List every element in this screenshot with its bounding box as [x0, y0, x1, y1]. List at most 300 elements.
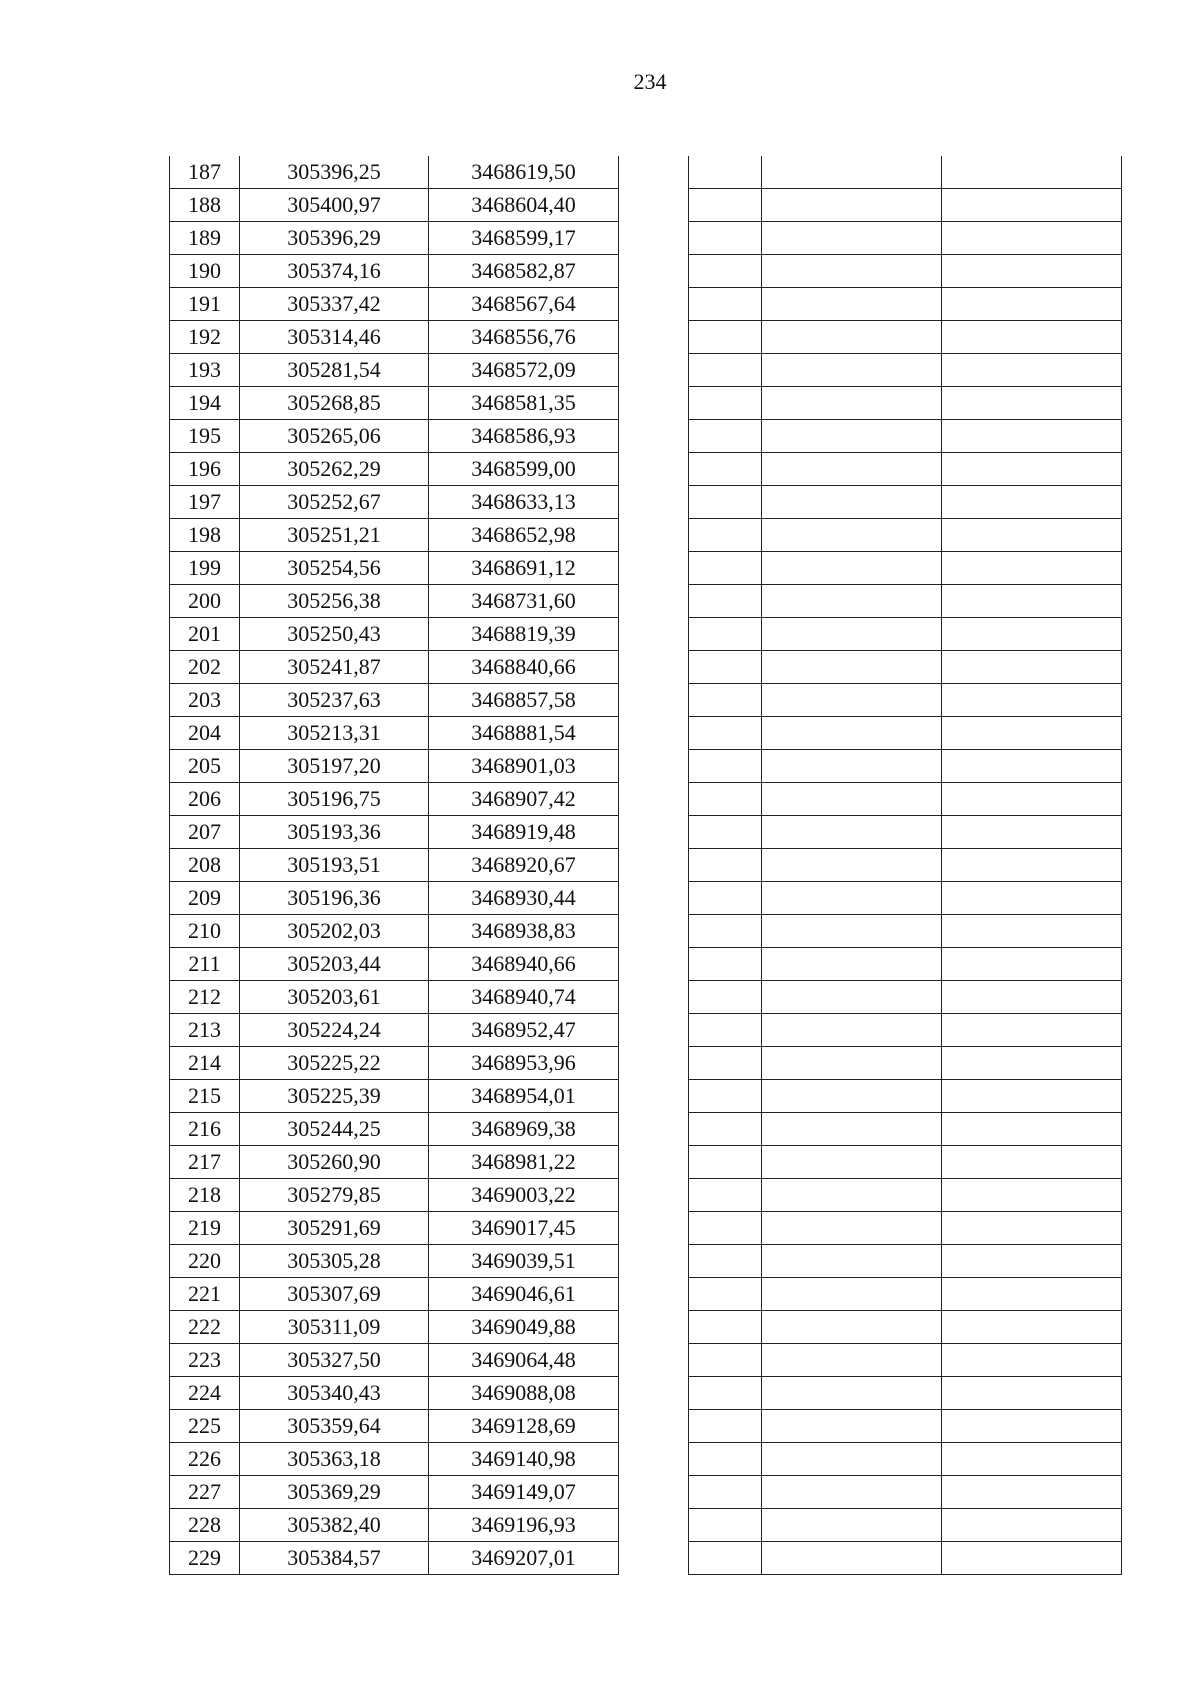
y-coordinate-cell: 3468691,12 — [429, 552, 619, 585]
table-row — [170, 453, 619, 486]
y-coordinate-cell: 3468952,47 — [429, 1014, 619, 1047]
x-coordinate-cell: 305281,54 — [240, 354, 429, 387]
table-row — [689, 1311, 1122, 1344]
y-coordinate-cell — [942, 783, 1122, 816]
table-row — [170, 1047, 619, 1080]
table-row — [689, 1179, 1122, 1212]
y-coordinate-cell: 3468920,67 — [429, 849, 619, 882]
table-row — [170, 1014, 619, 1047]
y-coordinate-cell — [942, 585, 1122, 618]
point-number-cell — [689, 1212, 762, 1245]
x-coordinate-cell: 305256,38 — [240, 585, 429, 618]
point-number-cell — [689, 651, 762, 684]
x-coordinate-cell — [762, 354, 942, 387]
y-coordinate-cell: 3468930,44 — [429, 882, 619, 915]
point-number-cell — [689, 486, 762, 519]
point-number-cell — [689, 354, 762, 387]
y-coordinate-cell — [942, 1410, 1122, 1443]
y-coordinate-cell: 3469064,48 — [429, 1344, 619, 1377]
table-row — [170, 651, 619, 684]
table-row — [689, 717, 1122, 750]
table-row — [170, 717, 619, 750]
x-coordinate-cell: 305340,43 — [240, 1377, 429, 1410]
y-coordinate-cell: 3469003,22 — [429, 1179, 619, 1212]
y-coordinate-cell: 3469149,07 — [429, 1476, 619, 1509]
point-number-cell: 199 — [170, 552, 240, 585]
table-row — [689, 684, 1122, 717]
point-number-cell: 217 — [170, 1146, 240, 1179]
y-coordinate-cell — [942, 354, 1122, 387]
x-coordinate-cell — [762, 222, 942, 255]
y-coordinate-cell: 3469207,01 — [429, 1542, 619, 1575]
x-coordinate-cell: 305291,69 — [240, 1212, 429, 1245]
point-number-cell: 223 — [170, 1344, 240, 1377]
x-coordinate-cell — [762, 519, 942, 552]
point-number-cell: 216 — [170, 1113, 240, 1146]
x-coordinate-cell: 305252,67 — [240, 486, 429, 519]
x-coordinate-cell — [762, 1311, 942, 1344]
point-number-cell: 188 — [170, 189, 240, 222]
point-number-cell: 202 — [170, 651, 240, 684]
x-coordinate-cell: 305193,51 — [240, 849, 429, 882]
y-coordinate-cell — [942, 552, 1122, 585]
point-number-cell — [689, 849, 762, 882]
table-row — [170, 255, 619, 288]
x-coordinate-cell — [762, 387, 942, 420]
y-coordinate-cell: 3468581,35 — [429, 387, 619, 420]
table-row — [170, 1542, 619, 1575]
y-coordinate-cell — [942, 1113, 1122, 1146]
x-coordinate-cell: 305307,69 — [240, 1278, 429, 1311]
x-coordinate-cell — [762, 1344, 942, 1377]
point-number-cell: 210 — [170, 915, 240, 948]
x-coordinate-cell — [762, 1278, 942, 1311]
table-row — [689, 816, 1122, 849]
x-coordinate-cell: 305396,29 — [240, 222, 429, 255]
table-row — [170, 1245, 619, 1278]
x-coordinate-cell — [762, 1047, 942, 1080]
table-row — [170, 1179, 619, 1212]
table-row — [689, 1344, 1122, 1377]
y-coordinate-cell: 3468604,40 — [429, 189, 619, 222]
y-coordinate-cell — [942, 1476, 1122, 1509]
y-coordinate-cell — [942, 618, 1122, 651]
y-coordinate-cell — [942, 684, 1122, 717]
table-row — [689, 1278, 1122, 1311]
table-row — [170, 1080, 619, 1113]
table-row — [689, 585, 1122, 618]
y-coordinate-cell — [942, 1311, 1122, 1344]
table-row — [170, 222, 619, 255]
table-row — [689, 882, 1122, 915]
y-coordinate-cell — [942, 1344, 1122, 1377]
point-number-cell — [689, 1047, 762, 1080]
y-coordinate-cell: 3468652,98 — [429, 519, 619, 552]
x-coordinate-cell: 305268,85 — [240, 387, 429, 420]
table-row — [689, 1542, 1122, 1575]
table-row — [689, 420, 1122, 453]
point-number-cell — [689, 1542, 762, 1575]
table-row — [170, 1443, 619, 1476]
x-coordinate-cell: 305244,25 — [240, 1113, 429, 1146]
table-row — [689, 1113, 1122, 1146]
x-coordinate-cell: 305203,44 — [240, 948, 429, 981]
point-number-cell — [689, 156, 762, 189]
x-coordinate-cell: 305262,29 — [240, 453, 429, 486]
point-number-cell: 205 — [170, 750, 240, 783]
point-number-cell — [689, 585, 762, 618]
y-coordinate-cell: 3468940,74 — [429, 981, 619, 1014]
x-coordinate-cell — [762, 585, 942, 618]
point-number-cell — [689, 1245, 762, 1278]
table-row — [689, 1047, 1122, 1080]
x-coordinate-cell: 305260,90 — [240, 1146, 429, 1179]
x-coordinate-cell — [762, 189, 942, 222]
point-number-cell — [689, 1377, 762, 1410]
point-number-cell — [689, 1509, 762, 1542]
y-coordinate-cell: 3468619,50 — [429, 156, 619, 189]
table-row — [689, 1146, 1122, 1179]
y-coordinate-cell — [942, 849, 1122, 882]
x-coordinate-cell: 305363,18 — [240, 1443, 429, 1476]
y-coordinate-cell: 3468857,58 — [429, 684, 619, 717]
table-row — [170, 585, 619, 618]
table-row — [689, 189, 1122, 222]
x-coordinate-cell — [762, 1443, 942, 1476]
table-row — [689, 1014, 1122, 1047]
x-coordinate-cell: 305250,43 — [240, 618, 429, 651]
table-row — [170, 420, 619, 453]
x-coordinate-cell: 305197,20 — [240, 750, 429, 783]
x-coordinate-cell: 305311,09 — [240, 1311, 429, 1344]
x-coordinate-cell: 305337,42 — [240, 288, 429, 321]
x-coordinate-cell — [762, 882, 942, 915]
point-number-cell: 198 — [170, 519, 240, 552]
y-coordinate-cell: 3469140,98 — [429, 1443, 619, 1476]
table-row — [689, 915, 1122, 948]
y-coordinate-cell: 3468582,87 — [429, 255, 619, 288]
x-coordinate-cell — [762, 1113, 942, 1146]
x-coordinate-cell: 305237,63 — [240, 684, 429, 717]
point-number-cell: 193 — [170, 354, 240, 387]
x-coordinate-cell: 305254,56 — [240, 552, 429, 585]
y-coordinate-cell: 3468907,42 — [429, 783, 619, 816]
table-row — [170, 948, 619, 981]
point-number-cell — [689, 882, 762, 915]
y-coordinate-cell — [942, 1509, 1122, 1542]
point-number-cell — [689, 1179, 762, 1212]
x-coordinate-cell: 305196,75 — [240, 783, 429, 816]
x-coordinate-cell — [762, 1476, 942, 1509]
table-row — [170, 816, 619, 849]
x-coordinate-cell — [762, 750, 942, 783]
y-coordinate-cell — [942, 387, 1122, 420]
point-number-cell — [689, 222, 762, 255]
x-coordinate-cell — [762, 1509, 942, 1542]
point-number-cell — [689, 552, 762, 585]
table-row — [170, 750, 619, 783]
y-coordinate-cell — [942, 1047, 1122, 1080]
point-number-cell: 195 — [170, 420, 240, 453]
point-number-cell: 227 — [170, 1476, 240, 1509]
y-coordinate-cell: 3468572,09 — [429, 354, 619, 387]
point-number-cell — [689, 783, 762, 816]
y-coordinate-cell: 3468901,03 — [429, 750, 619, 783]
x-coordinate-cell: 305396,25 — [240, 156, 429, 189]
y-coordinate-cell: 3469049,88 — [429, 1311, 619, 1344]
x-coordinate-cell: 305279,85 — [240, 1179, 429, 1212]
y-coordinate-cell — [942, 651, 1122, 684]
y-coordinate-cell — [942, 816, 1122, 849]
point-number-cell: 219 — [170, 1212, 240, 1245]
x-coordinate-cell — [762, 684, 942, 717]
y-coordinate-cell: 3468731,60 — [429, 585, 619, 618]
x-coordinate-cell: 305224,24 — [240, 1014, 429, 1047]
x-coordinate-cell: 305265,06 — [240, 420, 429, 453]
table-row — [689, 321, 1122, 354]
table-row — [170, 552, 619, 585]
point-number-cell — [689, 684, 762, 717]
y-coordinate-cell: 3468881,54 — [429, 717, 619, 750]
x-coordinate-cell — [762, 915, 942, 948]
x-coordinate-cell — [762, 288, 942, 321]
y-coordinate-cell — [942, 948, 1122, 981]
y-coordinate-cell — [942, 1443, 1122, 1476]
y-coordinate-cell: 3469039,51 — [429, 1245, 619, 1278]
y-coordinate-cell — [942, 882, 1122, 915]
y-coordinate-cell: 3468969,38 — [429, 1113, 619, 1146]
table-row — [170, 981, 619, 1014]
point-number-cell: 218 — [170, 1179, 240, 1212]
table-row — [689, 783, 1122, 816]
x-coordinate-cell — [762, 1014, 942, 1047]
table-row — [689, 156, 1122, 189]
table-row — [689, 1443, 1122, 1476]
table-row — [689, 1212, 1122, 1245]
point-number-cell — [689, 189, 762, 222]
x-coordinate-cell: 305400,97 — [240, 189, 429, 222]
x-coordinate-cell — [762, 981, 942, 1014]
point-number-cell — [689, 948, 762, 981]
point-number-cell: 212 — [170, 981, 240, 1014]
x-coordinate-cell: 305327,50 — [240, 1344, 429, 1377]
point-number-cell: 224 — [170, 1377, 240, 1410]
point-number-cell: 206 — [170, 783, 240, 816]
x-coordinate-cell — [762, 255, 942, 288]
table-row — [170, 882, 619, 915]
table-row — [170, 189, 619, 222]
y-coordinate-cell: 3469196,93 — [429, 1509, 619, 1542]
x-coordinate-cell — [762, 651, 942, 684]
table-row — [689, 1476, 1122, 1509]
table-row — [170, 915, 619, 948]
x-coordinate-cell — [762, 1146, 942, 1179]
y-coordinate-cell: 3468840,66 — [429, 651, 619, 684]
point-number-cell: 208 — [170, 849, 240, 882]
x-coordinate-cell — [762, 552, 942, 585]
point-number-cell — [689, 1443, 762, 1476]
point-number-cell — [689, 288, 762, 321]
table-row — [170, 684, 619, 717]
point-number-cell: 201 — [170, 618, 240, 651]
y-coordinate-cell — [942, 189, 1122, 222]
y-coordinate-cell — [942, 1542, 1122, 1575]
table-row — [689, 1377, 1122, 1410]
x-coordinate-cell — [762, 420, 942, 453]
table-row — [689, 651, 1122, 684]
x-coordinate-cell: 305203,61 — [240, 981, 429, 1014]
table-row — [689, 1410, 1122, 1443]
point-number-cell: 204 — [170, 717, 240, 750]
x-coordinate-cell: 305384,57 — [240, 1542, 429, 1575]
table-row — [170, 783, 619, 816]
table-row — [170, 156, 619, 189]
x-coordinate-cell: 305359,64 — [240, 1410, 429, 1443]
table-row — [170, 1410, 619, 1443]
x-coordinate-cell — [762, 783, 942, 816]
point-number-cell: 214 — [170, 1047, 240, 1080]
x-coordinate-cell: 305225,39 — [240, 1080, 429, 1113]
point-number-cell: 197 — [170, 486, 240, 519]
x-coordinate-cell — [762, 849, 942, 882]
x-coordinate-cell — [762, 1410, 942, 1443]
table-row — [170, 1278, 619, 1311]
table-row — [170, 849, 619, 882]
point-number-cell: 192 — [170, 321, 240, 354]
coordinates-table-right — [688, 156, 1122, 1575]
table-row — [170, 387, 619, 420]
x-coordinate-cell — [762, 717, 942, 750]
x-coordinate-cell: 305213,31 — [240, 717, 429, 750]
x-coordinate-cell — [762, 1245, 942, 1278]
table-row — [170, 618, 619, 651]
point-number-cell — [689, 453, 762, 486]
table-row — [170, 1146, 619, 1179]
table-row — [170, 1344, 619, 1377]
point-number-cell: 200 — [170, 585, 240, 618]
table-row — [689, 618, 1122, 651]
x-coordinate-cell: 305196,36 — [240, 882, 429, 915]
point-number-cell: 228 — [170, 1509, 240, 1542]
point-number-cell — [689, 717, 762, 750]
y-coordinate-cell: 3468633,13 — [429, 486, 619, 519]
point-number-cell — [689, 1014, 762, 1047]
x-coordinate-cell — [762, 948, 942, 981]
point-number-cell — [689, 1278, 762, 1311]
y-coordinate-cell — [942, 420, 1122, 453]
point-number-cell — [689, 915, 762, 948]
table-row — [170, 1476, 619, 1509]
y-coordinate-cell: 3468567,64 — [429, 288, 619, 321]
y-coordinate-cell — [942, 915, 1122, 948]
table-row — [689, 1080, 1122, 1113]
x-coordinate-cell — [762, 1542, 942, 1575]
y-coordinate-cell: 3469088,08 — [429, 1377, 619, 1410]
point-number-cell — [689, 1476, 762, 1509]
table-row — [689, 453, 1122, 486]
x-coordinate-cell: 305241,87 — [240, 651, 429, 684]
table-row — [170, 1311, 619, 1344]
table-row — [689, 981, 1122, 1014]
point-number-cell — [689, 519, 762, 552]
point-number-cell — [689, 255, 762, 288]
table-row — [689, 552, 1122, 585]
x-coordinate-cell — [762, 816, 942, 849]
point-number-cell — [689, 816, 762, 849]
table-row — [170, 1509, 619, 1542]
point-number-cell: 189 — [170, 222, 240, 255]
y-coordinate-cell: 3468953,96 — [429, 1047, 619, 1080]
table-row — [689, 486, 1122, 519]
point-number-cell: 190 — [170, 255, 240, 288]
y-coordinate-cell: 3469017,45 — [429, 1212, 619, 1245]
point-number-cell: 209 — [170, 882, 240, 915]
table-row — [689, 255, 1122, 288]
x-coordinate-cell: 305193,36 — [240, 816, 429, 849]
table-row — [170, 288, 619, 321]
x-coordinate-cell: 305382,40 — [240, 1509, 429, 1542]
table-row — [689, 354, 1122, 387]
y-coordinate-cell — [942, 1146, 1122, 1179]
point-number-cell — [689, 1311, 762, 1344]
y-coordinate-cell — [942, 156, 1122, 189]
x-coordinate-cell — [762, 618, 942, 651]
point-number-cell — [689, 1146, 762, 1179]
y-coordinate-cell: 3469046,61 — [429, 1278, 619, 1311]
x-coordinate-cell: 305202,03 — [240, 915, 429, 948]
table-row — [170, 1113, 619, 1146]
y-coordinate-cell: 3468938,83 — [429, 915, 619, 948]
x-coordinate-cell — [762, 453, 942, 486]
table-row — [689, 948, 1122, 981]
x-coordinate-cell — [762, 321, 942, 354]
y-coordinate-cell — [942, 1245, 1122, 1278]
table-row — [170, 1212, 619, 1245]
y-coordinate-cell: 3468556,76 — [429, 321, 619, 354]
x-coordinate-cell — [762, 1377, 942, 1410]
y-coordinate-cell — [942, 717, 1122, 750]
x-coordinate-cell — [762, 1179, 942, 1212]
point-number-cell — [689, 1344, 762, 1377]
coordinates-table-left — [169, 156, 619, 1575]
point-number-cell — [689, 387, 762, 420]
table-row — [170, 354, 619, 387]
y-coordinate-cell: 3468919,48 — [429, 816, 619, 849]
point-number-cell: 215 — [170, 1080, 240, 1113]
table-row — [689, 1509, 1122, 1542]
table-row — [689, 849, 1122, 882]
point-number-cell — [689, 1080, 762, 1113]
point-number-cell — [689, 981, 762, 1014]
point-number-cell: 203 — [170, 684, 240, 717]
table-row — [170, 1377, 619, 1410]
point-number-cell: 222 — [170, 1311, 240, 1344]
y-coordinate-cell: 3468599,17 — [429, 222, 619, 255]
table-row — [689, 1245, 1122, 1278]
table-row — [689, 222, 1122, 255]
point-number-cell: 229 — [170, 1542, 240, 1575]
y-coordinate-cell: 3468981,22 — [429, 1146, 619, 1179]
table-row — [170, 321, 619, 354]
y-coordinate-cell — [942, 1014, 1122, 1047]
table-row — [170, 486, 619, 519]
x-coordinate-cell: 305314,46 — [240, 321, 429, 354]
x-coordinate-cell — [762, 1212, 942, 1245]
point-number-cell: 213 — [170, 1014, 240, 1047]
x-coordinate-cell — [762, 1080, 942, 1113]
y-coordinate-cell: 3468940,66 — [429, 948, 619, 981]
y-coordinate-cell — [942, 750, 1122, 783]
